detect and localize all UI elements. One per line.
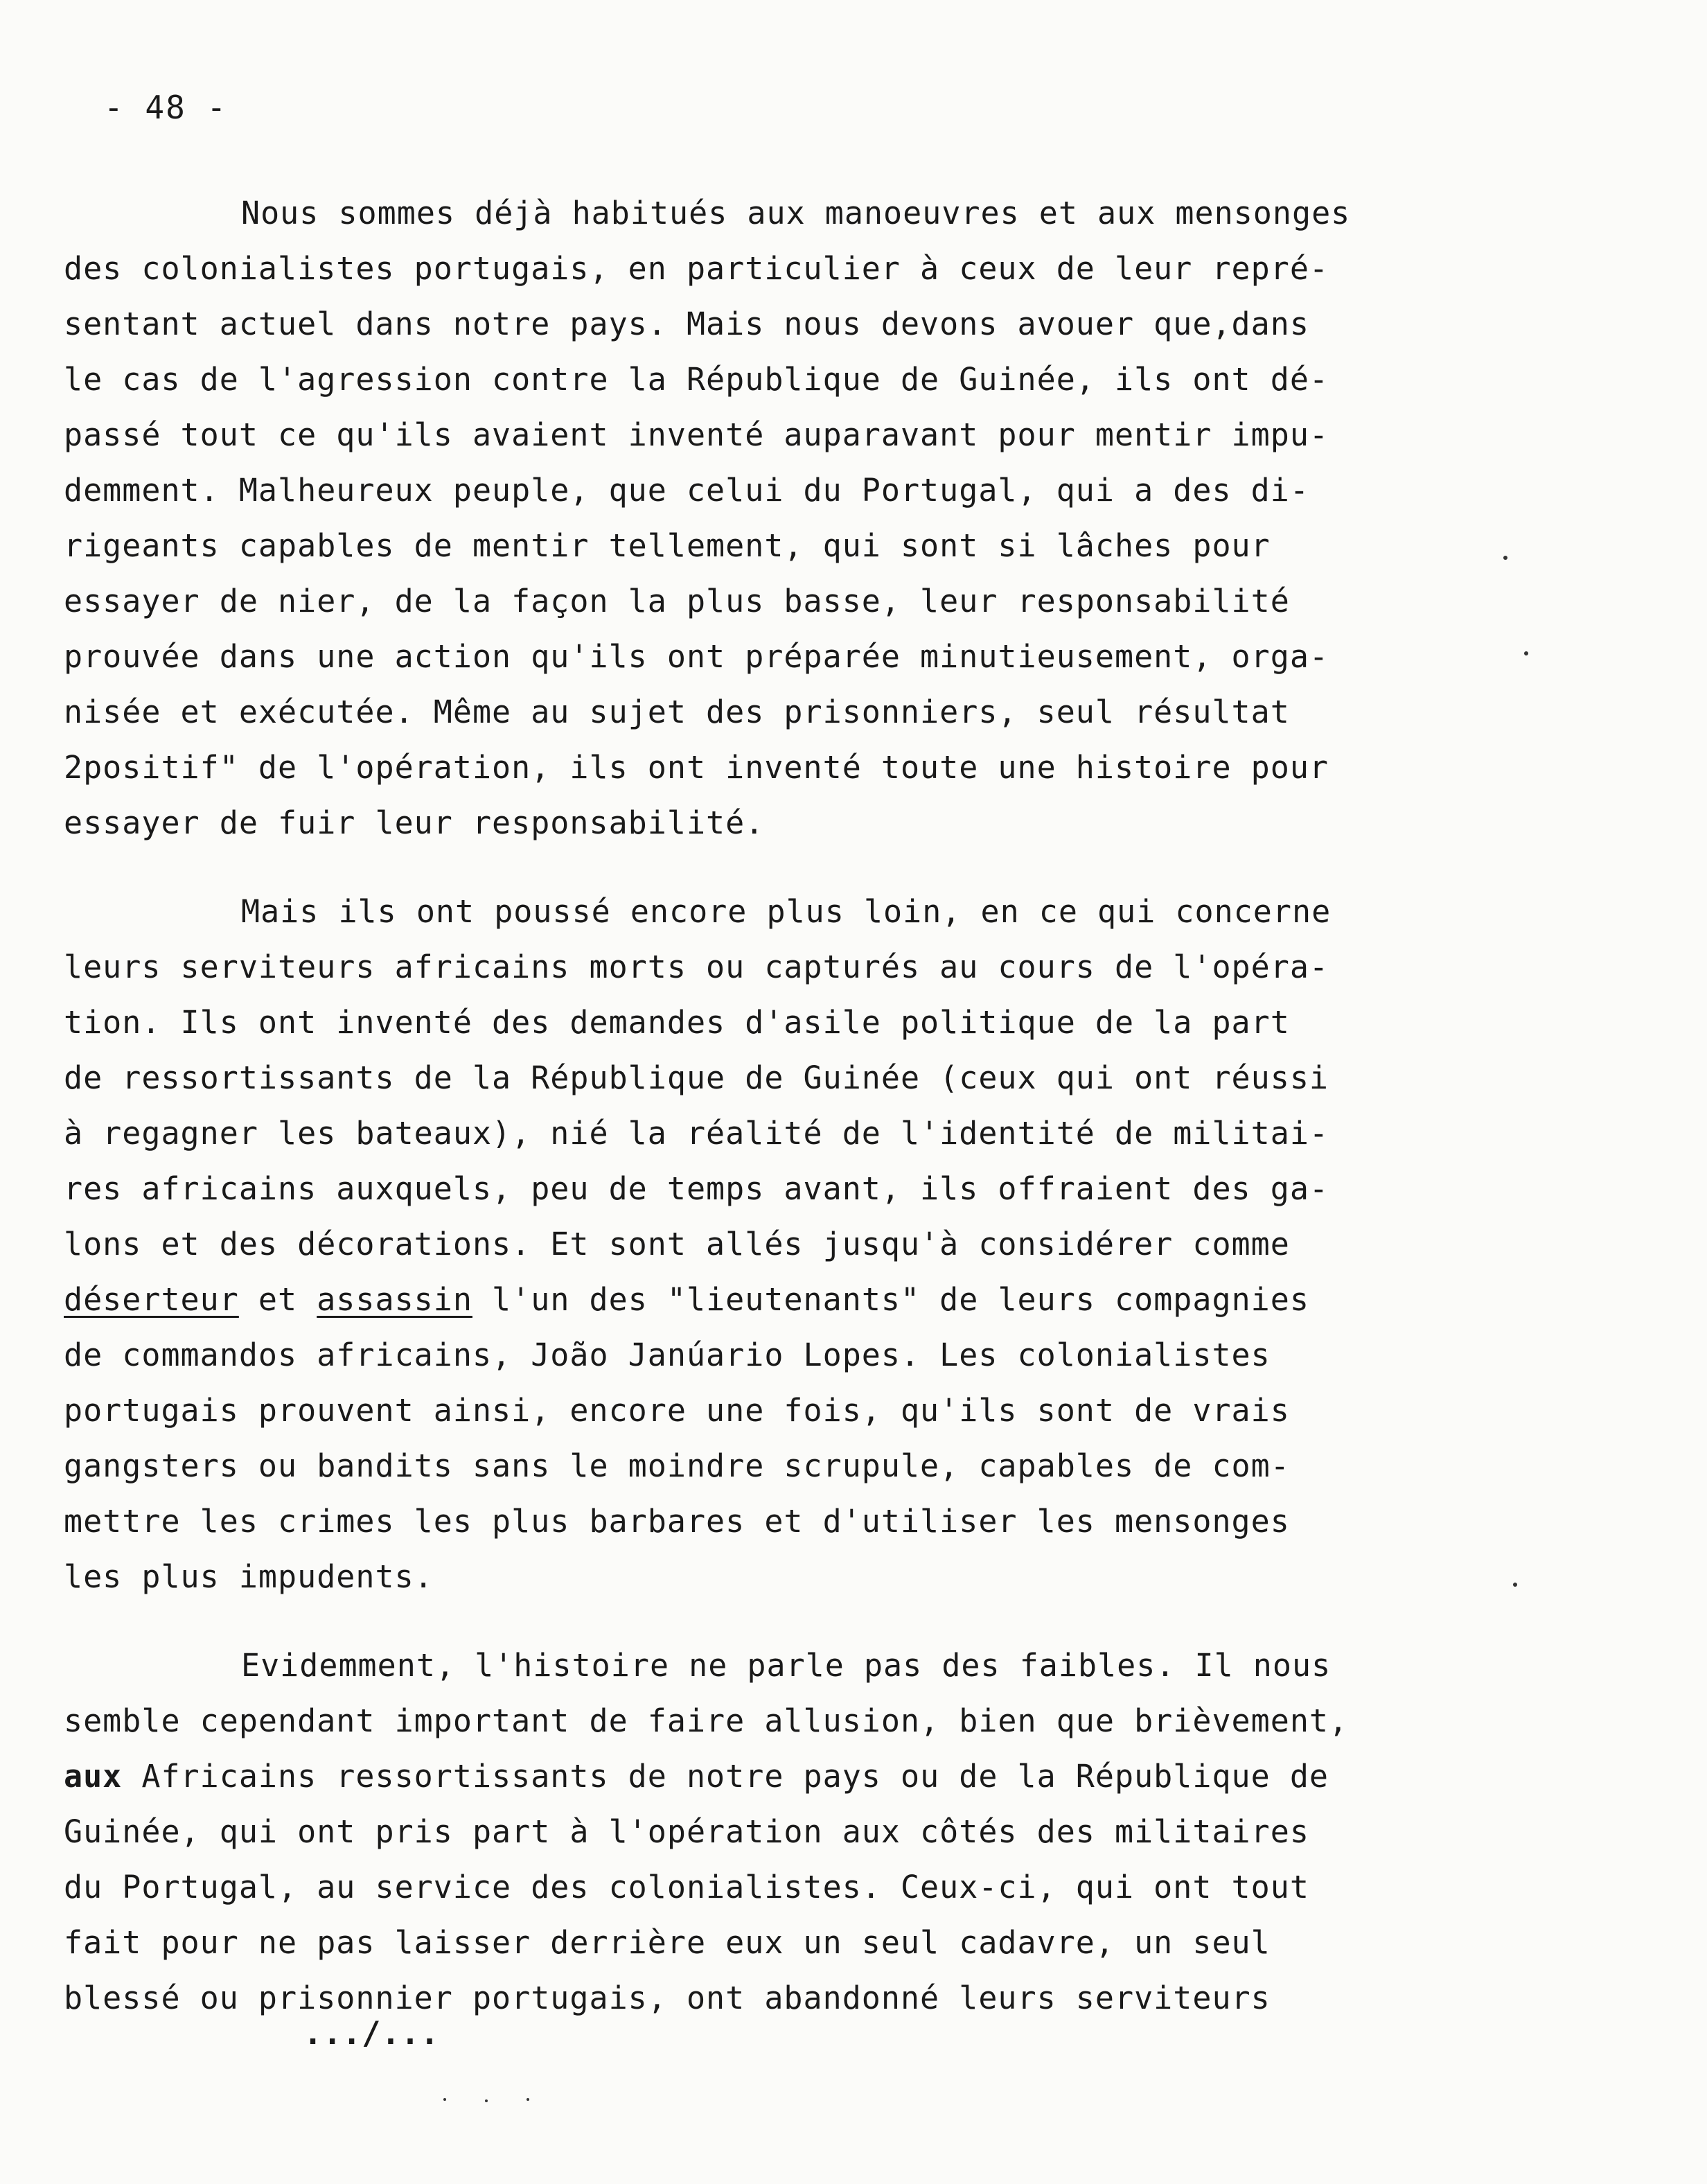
scan-speck — [443, 2098, 446, 2101]
text-line: res africains auxquels, peu de temps avant, ils offraient des ga- — [64, 1170, 1329, 1207]
text-line: sentant actuel dans notre pays. Mais nous devons avouer que,dans — [64, 306, 1309, 342]
text-line: des colonialistes portugais, en particulier à ceux de leur repré- — [64, 250, 1329, 287]
paragraph-1 — [64, 186, 1422, 851]
text-line: Nous sommes déjà habitués aux manoeuvres et aux mensonges — [241, 195, 1351, 231]
text-line: du Portugal, au service des colonialistes. Ceux-ci, qui ont tout — [64, 1869, 1309, 1905]
text-line: les plus impudents. — [64, 1558, 434, 1595]
text-line: portugais prouvent ainsi, encore une fois, qu'ils sont de vrais — [64, 1392, 1290, 1429]
text-line: 2positif" de l'opération, ils ont inventé toute une histoire pour — [64, 749, 1329, 786]
text-line: mettre les crimes les plus barbares et d'utiliser les mensonges — [64, 1503, 1290, 1540]
text-line: gangsters ou bandits sans le moindre scrupule, capables de com- — [64, 1447, 1290, 1484]
page-number: - 48 - — [104, 89, 228, 126]
text-line-underlined — [64, 1272, 1422, 1328]
text-line: prouvée dans une action qu'ils ont préparée minutieusement, orga- — [64, 638, 1329, 675]
scan-speck — [1513, 1583, 1517, 1587]
text-line: blessé ou prisonnier portugais, ont abandonné leurs serviteurs — [64, 1980, 1271, 2016]
scan-speck — [485, 2099, 488, 2102]
text-line: de ressortissants de la République de Guinée (ceux qui ont réussi — [64, 1059, 1329, 1096]
text-line: semble cependant important de faire allusion, bien que brièvement, — [64, 1702, 1349, 1739]
text-fragment: et — [238, 1281, 317, 1318]
text-line: à regagner les bateaux), nié la réalité de l'identité de militai- — [64, 1115, 1329, 1152]
text-line: essayer de nier, de la façon la plus basse, leur responsabilité — [64, 583, 1290, 619]
text-line: tion. Ils ont inventé des demandes d'asile politique de la part — [64, 1004, 1290, 1041]
underlined-word-assassin: assassin — [317, 1281, 472, 1318]
text-line: fait pour ne pas laisser derrière eux un seul cadavre, un seul — [64, 1924, 1271, 1961]
text-line: Evidemment, l'histoire ne parle pas des faibles. Il nous — [241, 1647, 1332, 1684]
scan-speck — [1503, 556, 1507, 560]
text-line: lons et des décorations. Et sont allés jusqu'à considérer comme — [64, 1226, 1290, 1262]
text-line: le cas de l'agression contre la République de Guinée, ils ont dé- — [64, 361, 1329, 398]
text-line: essayer de fuir leur responsabilité. — [64, 804, 765, 841]
text-line-bold-start — [64, 1749, 1422, 1804]
text-line: Guinée, qui ont pris part à l'opération aux côtés des militaires — [64, 1813, 1309, 1850]
text-line: Mais ils ont poussé encore plus loin, en ce qui concerne — [241, 893, 1332, 930]
scan-speck — [1524, 651, 1528, 655]
text-line: passé tout ce qu'ils avaient inventé auparavant pour mentir impu- — [64, 416, 1329, 453]
text-line: nisée et exécutée. Même au sujet des prisonniers, seul résultat — [64, 694, 1290, 730]
underlined-word-deserteur: déserteur — [64, 1281, 239, 1318]
paragraph-2 — [64, 884, 1422, 1605]
paragraph-3 — [64, 1638, 1422, 2026]
continuation-marker: .../... — [303, 2015, 440, 2052]
text-fragment: l'un des "lieutenants" de leurs compagnies — [472, 1281, 1309, 1318]
text-line: rigeants capables de mentir tellement, qui sont si lâches pour — [64, 527, 1271, 564]
text-line: demment. Malheureux peuple, que celui du Portugal, qui a des di- — [64, 472, 1309, 509]
body-text — [64, 186, 1422, 2059]
bold-word: aux — [64, 1758, 123, 1795]
text-line: leurs serviteurs africains morts ou capturés au cours de l'opéra- — [64, 949, 1329, 985]
text-line: de commandos africains, João Janúario Lopes. Les colonialistes — [64, 1337, 1271, 1373]
text-fragment: Africains ressortissants de notre pays ou de la République de — [122, 1758, 1329, 1795]
scan-speck — [527, 2098, 529, 2101]
